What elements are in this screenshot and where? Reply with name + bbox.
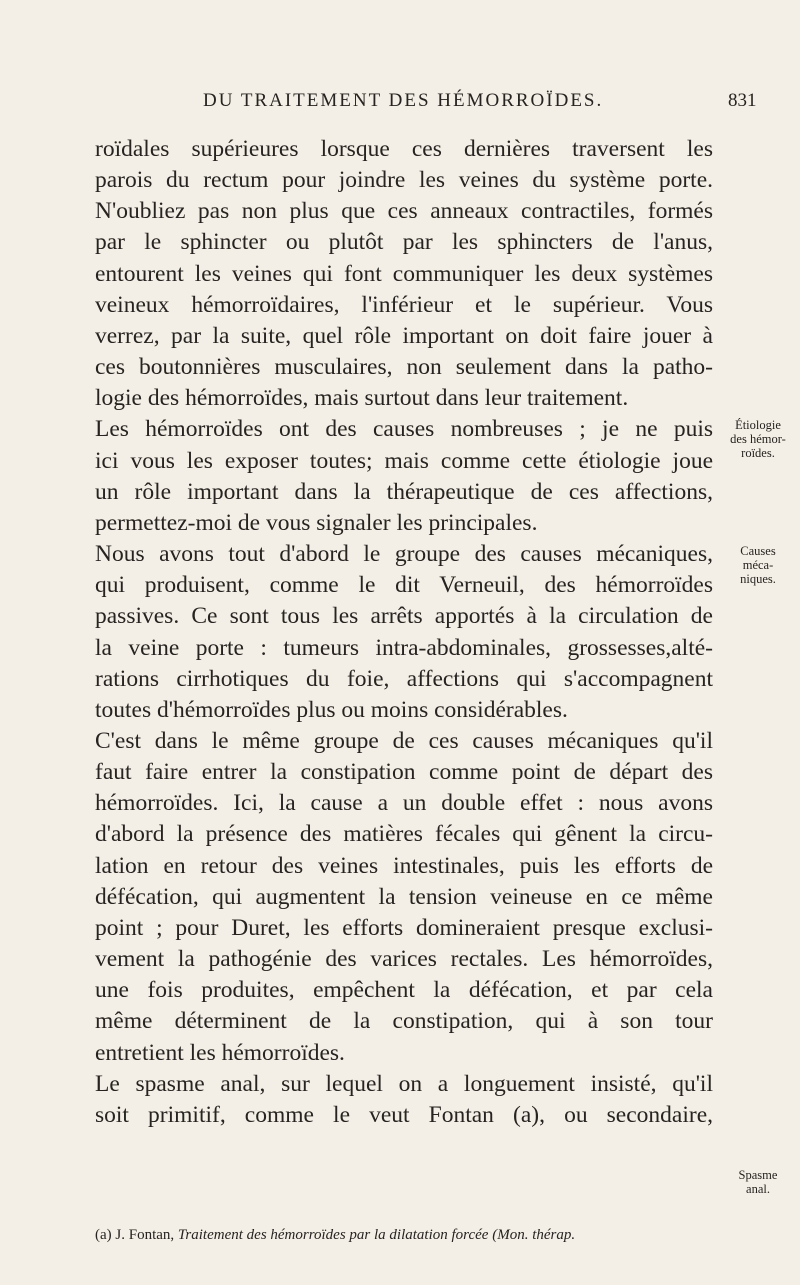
text-line: ici vous les exposer toutes; mais comme cette étiologie joue [95,447,713,474]
footnote-source: (Mon. thérap. [492,1227,576,1243]
text-line: veineux hémorroïdaires, l'inférieur et le supérieur. Vous [95,291,713,318]
sidenote-line: anal. [746,1182,770,1196]
sidenote-line: des hémor- [730,432,786,446]
page-number: 831 [728,90,757,111]
sidenote-line: méca- [742,558,774,572]
sidenote-etiologie [722,418,794,460]
text-line: la veine porte : tumeurs intra-abdominales, grossesses,alté- [95,634,713,661]
text-line: d'abord la présence des matières fécales qui gênent la circu- [95,821,713,848]
text-line: un rôle important dans la thérapeutique de ces affections, [95,478,713,505]
text-line: roïdales supérieures lorsque ces dernières traversent les [95,136,713,162]
sidenote-line: Causes [740,544,776,558]
text-line: C'est dans le même groupe de ces causes mécaniques qu'il [95,727,713,754]
text-line: qui produisent, comme le dit Verneuil, des hémorroïdes [95,572,713,599]
text-line: une fois produites, empêchent la défécation, et par cela [95,977,713,1004]
text-line: soit primitif, comme le veut Fontan (a), ou secondaire, [95,1101,713,1128]
text-line: logie des hémorroïdes, mais surtout dans leur traitement. [95,385,629,412]
text-line: hémorroïdes. Ici, la cause a un double effet : nous avons [95,790,713,817]
text-line: verrez, par la suite, quel rôle important on doit faire jouer à [95,322,713,349]
text-line: défécation, qui augmentent la tension veineuse en ce même [95,883,713,910]
sidenote-causes [722,544,794,586]
text-line: rations cirrhotiques du foie, affections qui s'accompagnent [95,665,713,692]
text-line: même déterminent de la constipation, qui à son tour [95,1008,713,1035]
text-line: Les hémorroïdes ont des causes nombreuses ; je ne puis [95,416,713,443]
text-line: vement la pathogénie des varices rectales. Les hémorroïdes, [95,946,713,973]
sidenote-line: roïdes. [741,446,775,460]
text-line: faut faire entrer la constipation comme point de départ des [95,759,713,786]
main-text [95,134,713,1131]
text-line: par le sphincter ou plutôt par les sphincters de l'anus, [95,229,713,256]
sidenote-line: Étiologie [735,418,781,432]
text-line: toutes d'hémorroïdes plus ou moins considérables. [95,696,568,723]
text-line: point ; pour Duret, les efforts domineraient presque exclusi- [95,914,713,941]
running-title: DU TRAITEMENT DES HÉMORROÏDES. [203,90,604,111]
text-line: Nous avons tout d'abord le groupe des causes mécaniques, [95,541,713,568]
footnote-title: Traitement des hémorroïdes par la dilatation forcée [177,1227,489,1243]
page-header [0,90,800,114]
text-line: ces boutonnières musculaires, non seulement dans la patho- [95,354,713,381]
text-line: entretient les hémorroïdes. [95,1039,345,1066]
sidenote-line: Spasme [738,1168,778,1182]
text-line: permettez-moi de vous signaler les principales. [95,509,538,536]
sidenote-spasme [722,1168,794,1196]
text-line: Le spasme anal, sur lequel on a longuement insisté, qu'il [95,1070,713,1097]
text-line: lation en retour des veines intestinales, puis les efforts de [95,852,713,879]
text-line: passives. Ce sont tous les arrêts apportés à la circulation de [95,603,713,630]
text-line: entourent les veines qui font communiquer les deux systèmes [95,260,713,287]
footnote [95,1227,715,1244]
text-line: parois du rectum pour joindre les veines du système porte. [95,167,713,194]
footnote-marker: (a) J. Fontan, [95,1227,175,1243]
text-line: N'oubliez pas non plus que ces anneaux contractiles, formés [95,198,713,225]
sidenote-line: niques. [740,572,776,586]
